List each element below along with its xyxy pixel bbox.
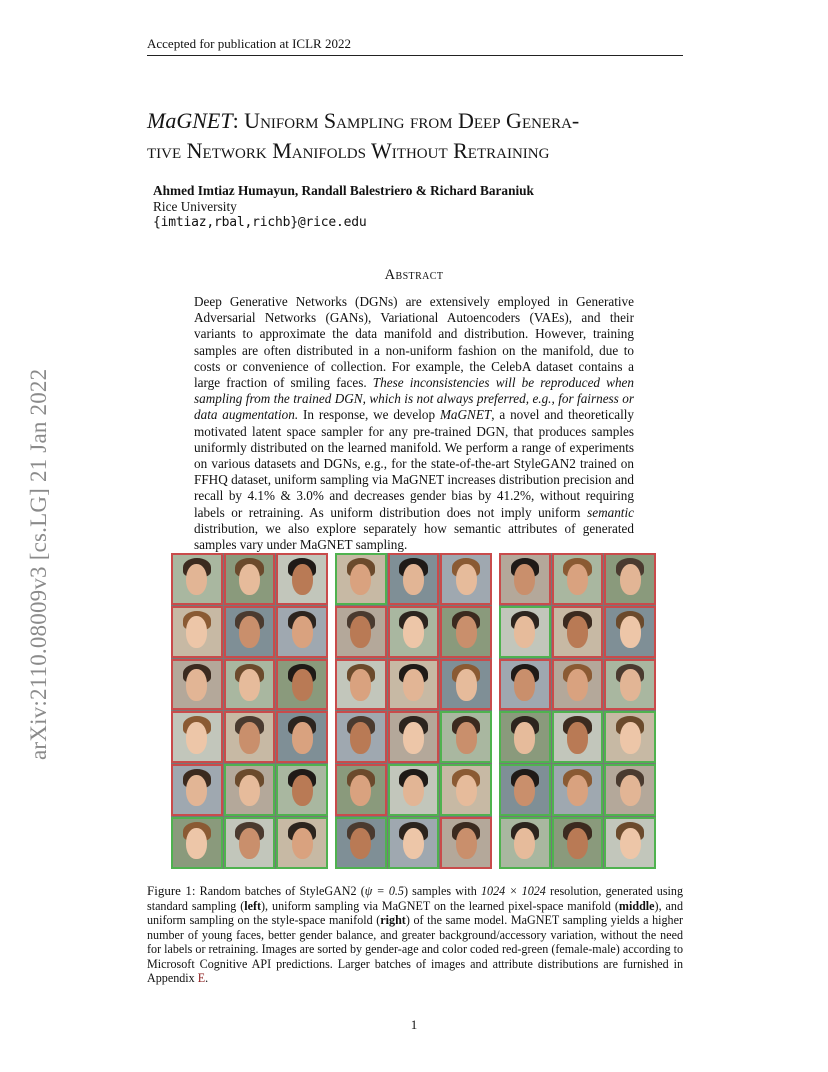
caption-text-2: ) samples with — [403, 884, 477, 898]
face-skin — [292, 775, 313, 807]
caption-resolution: 1024 × 1024 — [480, 884, 546, 898]
face-skin — [292, 564, 313, 596]
face-skin — [620, 669, 641, 701]
face-thumbnail — [171, 606, 223, 658]
face-thumbnail — [224, 711, 276, 763]
face-skin — [567, 722, 588, 754]
face-thumbnail — [171, 764, 223, 816]
face-skin — [292, 669, 313, 701]
caption-middle: middle — [618, 898, 655, 913]
face-skin — [514, 775, 535, 807]
face-skin — [403, 564, 424, 596]
caption-text-3: resolution, generated using standard sampling ( — [147, 884, 683, 913]
abstract-text-3: , a novel and theoretically motivated latent space sampler for any pre-trained DGN, that produces samples uniformly distributed on the learned manifold. We perform a range of experiments on various datasets and DGNs, e.g., for the state-of-the-art StyleGAN2 trained on FFHQ dataset, uniform sampling via MaGNET increases distribution precision and recall by 4.1% & 3.0% and decreases gender bias by 41.2%, without requiring labels or retraining. As uniform distribution does not imply uniform — [194, 407, 635, 520]
face-thumbnail — [335, 659, 387, 711]
face-skin — [186, 775, 207, 807]
face-thumbnail — [604, 553, 656, 605]
face-skin — [350, 564, 371, 596]
face-skin — [567, 669, 588, 701]
face-grid-middle — [335, 553, 492, 869]
face-skin — [620, 564, 641, 596]
abstract-text-1: Deep Generative Networks (DGNs) are extensively employed in Generative Adversarial Networks (GANs), Variational Autoencoders (VAEs), and their variants to approximate the data manifold and distribution. However, training samples are often distributed in a non-uniform fashion on the manifold, due to costs or convenience of collection. For example, the CelebA dataset contains a large fraction of smiling faces. — [194, 294, 634, 391]
appendix-link[interactable]: E — [197, 971, 206, 985]
face-thumbnail — [499, 711, 551, 763]
caption-psi: ψ = 0.5 — [364, 884, 404, 898]
face-skin — [456, 564, 477, 596]
figure-1-face-grids — [171, 553, 659, 871]
face-thumbnail — [335, 817, 387, 869]
face-thumbnail — [224, 659, 276, 711]
face-skin — [350, 616, 371, 648]
face-skin — [350, 722, 371, 754]
face-skin — [514, 564, 535, 596]
face-skin — [350, 669, 371, 701]
face-thumbnail — [552, 711, 604, 763]
face-skin — [403, 669, 424, 701]
face-skin — [186, 564, 207, 596]
face-thumbnail — [276, 817, 328, 869]
face-thumbnail — [276, 606, 328, 658]
figure-label: Figure 1: — [147, 883, 196, 898]
arxiv-identifier-stamp: arXiv:2110.08009v3 [cs.LG] 21 Jan 2022 — [26, 368, 51, 760]
face-skin — [350, 775, 371, 807]
face-skin — [403, 775, 424, 807]
face-thumbnail — [552, 606, 604, 658]
face-thumbnail — [276, 553, 328, 605]
face-thumbnail — [388, 553, 440, 605]
face-skin — [239, 669, 260, 701]
title-line-2: tive Network Manifolds Without Retraining — [147, 138, 550, 163]
face-thumbnail — [499, 606, 551, 658]
face-thumbnail — [440, 553, 492, 605]
face-thumbnail — [440, 764, 492, 816]
face-thumbnail — [440, 659, 492, 711]
face-skin — [456, 828, 477, 860]
face-thumbnail — [224, 817, 276, 869]
caption-text-1: Random batches of StyleGAN2 ( — [199, 884, 365, 898]
face-thumbnail — [276, 711, 328, 763]
face-skin — [514, 616, 535, 648]
face-skin — [239, 775, 260, 807]
face-thumbnail — [224, 553, 276, 605]
face-thumbnail — [171, 659, 223, 711]
face-skin — [620, 828, 641, 860]
face-thumbnail — [499, 553, 551, 605]
abstract-body — [194, 294, 634, 553]
face-skin — [567, 775, 588, 807]
caption-left: left — [244, 898, 262, 913]
face-thumbnail — [552, 553, 604, 605]
face-skin — [239, 722, 260, 754]
author-list: Ahmed Imtiaz Humayun, Randall Balestriero & Richard Baraniuk — [153, 183, 534, 198]
paper-title — [147, 106, 707, 166]
face-thumbnail — [552, 764, 604, 816]
caption-text-4: ), uniform sampling via MaGNET on the learned pixel-space manifold ( — [261, 898, 619, 913]
face-skin — [567, 616, 588, 648]
face-thumbnail — [552, 659, 604, 711]
face-thumbnail — [171, 553, 223, 605]
face-skin — [567, 828, 588, 860]
face-thumbnail — [388, 817, 440, 869]
face-thumbnail — [276, 659, 328, 711]
face-skin — [186, 828, 207, 860]
face-thumbnail — [440, 606, 492, 658]
face-thumbnail — [388, 764, 440, 816]
face-skin — [239, 616, 260, 648]
page-number: 1 — [410, 1017, 418, 1032]
face-thumbnail — [388, 606, 440, 658]
face-thumbnail — [335, 711, 387, 763]
face-skin — [514, 722, 535, 754]
face-thumbnail — [552, 817, 604, 869]
face-thumbnail — [499, 817, 551, 869]
face-skin — [567, 564, 588, 596]
face-skin — [350, 828, 371, 860]
face-skin — [292, 616, 313, 648]
abstract-italic-1: These inconsistencies will be reproduced when sampling from the trained DGN, which is not always preferred, e.g., for fairness or data augmentation. — [194, 375, 635, 423]
caption-text-5: ), and uniform sampling on the style-space manifold ( — [147, 898, 683, 927]
face-thumbnail — [604, 606, 656, 658]
face-thumbnail — [440, 817, 492, 869]
abstract-italic-2: MaGNET — [439, 407, 492, 423]
abstract-heading: Abstract — [384, 267, 444, 283]
face-thumbnail — [335, 553, 387, 605]
face-thumbnail — [171, 711, 223, 763]
figure-1-caption — [147, 884, 683, 986]
face-thumbnail — [499, 659, 551, 711]
face-thumbnail — [335, 764, 387, 816]
face-skin — [186, 669, 207, 701]
face-skin — [239, 828, 260, 860]
abstract-italic-3: semantic — [587, 504, 634, 520]
abstract-text-4: distribution, we also explore separately how semantic attributes of generated samples vary under MaGNET sampling. — [194, 520, 634, 553]
face-thumbnail — [335, 606, 387, 658]
face-skin — [403, 828, 424, 860]
face-skin — [292, 722, 313, 754]
title-method-name: MaGNET — [147, 108, 233, 133]
title-line-1: : Uniform Sampling from Deep Genera- — [232, 108, 580, 133]
face-thumbnail — [276, 764, 328, 816]
face-skin — [620, 775, 641, 807]
face-grid-left — [171, 553, 328, 869]
face-skin — [403, 616, 424, 648]
face-skin — [514, 669, 535, 701]
caption-right: right — [380, 913, 406, 927]
face-skin — [456, 669, 477, 701]
face-thumbnail — [171, 817, 223, 869]
face-skin — [239, 564, 260, 596]
face-skin — [514, 828, 535, 860]
face-thumbnail — [499, 764, 551, 816]
face-skin — [620, 616, 641, 648]
face-skin — [620, 722, 641, 754]
affiliation: Rice University — [153, 199, 237, 214]
face-skin — [456, 775, 477, 807]
face-skin — [456, 722, 477, 754]
face-thumbnail — [604, 764, 656, 816]
face-thumbnail — [224, 764, 276, 816]
face-thumbnail — [604, 711, 656, 763]
face-skin — [403, 722, 424, 754]
face-thumbnail — [604, 659, 656, 711]
author-emails: {imtiaz,rbal,richb}@rice.edu — [153, 215, 367, 230]
face-skin — [186, 722, 207, 754]
face-skin — [186, 616, 207, 648]
running-header: Accepted for publication at ICLR 2022 — [147, 36, 683, 56]
face-thumbnail — [388, 659, 440, 711]
face-skin — [456, 616, 477, 648]
caption-text-7: . — [205, 971, 209, 985]
caption-text-6: ) of the same model. MaGNET sampling yields a higher number of young faces, better gender balance, and greater background/accessory variation, without the need for labels or retraining. Images are sorted by gender-age and color coded red-green (female-male) according to Microsoft Cognitive API predictions. Larger batches of images and attribute distributions are furnished in Appendix — [147, 913, 683, 985]
abstract-text-2: In response, we develop — [302, 407, 436, 423]
face-skin — [292, 828, 313, 860]
face-grid-right — [499, 553, 656, 869]
face-thumbnail — [388, 711, 440, 763]
face-thumbnail — [224, 606, 276, 658]
face-thumbnail — [604, 817, 656, 869]
face-thumbnail — [440, 711, 492, 763]
